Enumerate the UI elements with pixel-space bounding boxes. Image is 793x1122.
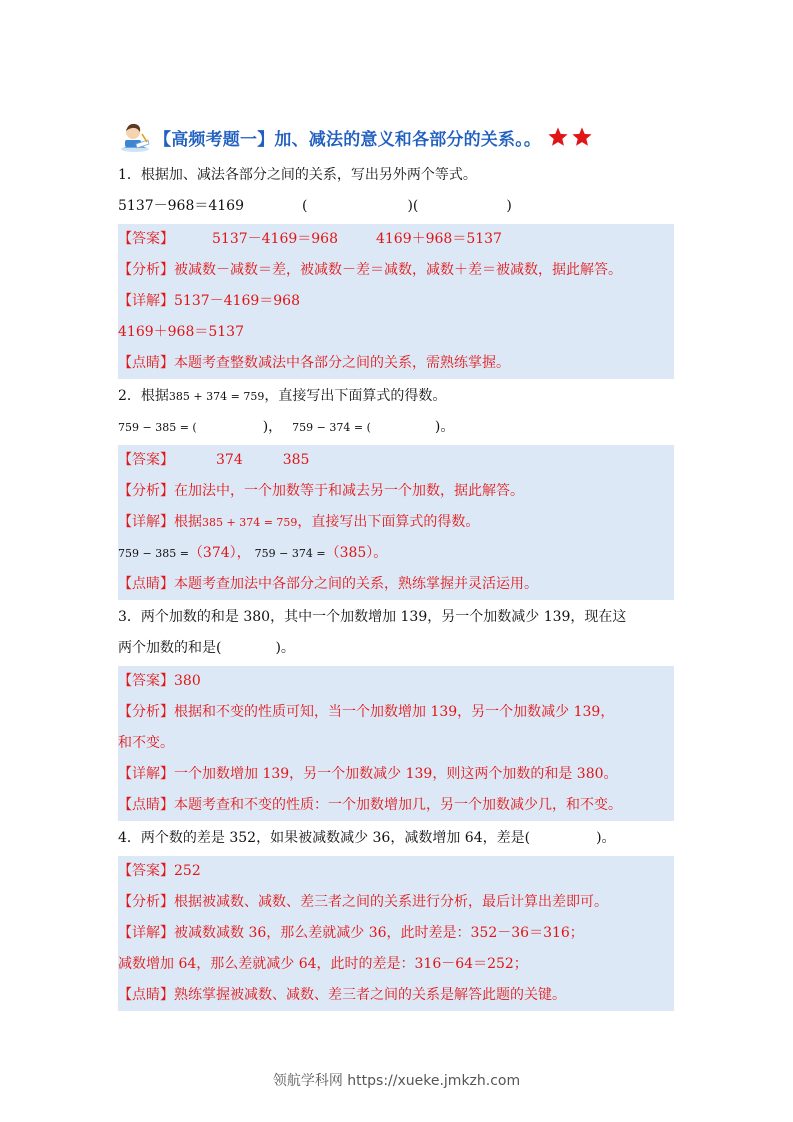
question-1-equation: 5137－968＝4169: [118, 198, 244, 214]
question-1-comment: 【点睛】本题考查整数减法中各部分之间的关系，需熟练掌握。: [118, 355, 510, 371]
question-2-answer-box: [118, 445, 674, 600]
question-3-analysis-2: 和不变。: [118, 735, 174, 751]
student-reading-icon: [118, 120, 152, 154]
question-4-analysis: 【分析】根据被减数、减数、差三者之间的关系进行分析，最后计算出差即可。: [118, 894, 608, 910]
question-1-detail-2: 4169＋968＝5137: [118, 324, 244, 340]
question-1-answer-box: [118, 224, 674, 379]
footer-watermark: 领航学科网 https://xueke.jmkzh.com: [272, 1073, 521, 1089]
question-3-analysis: 【分析】根据和不变的性质可知，当一个加数增加 139，另一个加数减少 139，: [118, 704, 615, 720]
question-3-comment: 【点睛】本题考查和不变的性质：一个加数增加几，另一个加数减少几，和不变。: [118, 797, 622, 813]
star-icon: [571, 126, 593, 148]
question-4-answer: 【答案】252: [118, 863, 201, 879]
question-4-stem: 4．两个数的差是 352，如果被减数减少 36，减数增加 64，差是( )。: [118, 830, 616, 846]
section-title: [118, 120, 595, 154]
question-1-analysis: 【分析】被减数－减数＝差，被减数－差＝减数，减数＋差＝被减数，据此解答。: [118, 262, 622, 278]
question-2-comment: 【点睛】本题考查加法中各部分之间的关系，熟练掌握并灵活运用。: [118, 576, 538, 592]
question-3-detail: 【详解】一个加数增加 139，另一个加数减少 139，则这两个加数的和是 380。: [118, 766, 618, 782]
questions-content: [118, 160, 674, 1013]
question-4-detail: 【详解】被减数减数 36，那么差就减少 36，此时差是：352－36＝316；: [118, 925, 584, 941]
question-2-analysis: 【分析】在加法中，一个加数等于和减去另一个加数，据此解答。: [118, 483, 524, 499]
question-3-stem: 3．两个加数的和是 380，其中一个加数增加 139，另一个加数减少 139，现在这: [118, 609, 627, 625]
question-2-detail: 【详解】根据385 + 374 = 759，直接写出下面算式的得数。: [118, 514, 480, 530]
question-2-answer: 【答案】 374 385: [118, 452, 310, 468]
question-3-answer: 【答案】380: [118, 673, 201, 689]
question-2-detail-2: 759 − 385 =（374）， 759 − 374 =（385）。: [118, 545, 388, 561]
question-4-answer-box: [118, 856, 674, 1011]
question-2-stem: 2．根据385 + 374 = 759，直接写出下面算式的得数。: [118, 388, 447, 404]
question-4-detail-2: 减数增加 64，那么差就减少 64，此时的差是：316－64＝252；: [118, 956, 528, 972]
star-icon: [547, 126, 569, 148]
section-title-text: 【高频考题一】加、减法的意义和各部分的关系。。: [154, 129, 542, 150]
question-1-stem: 1．根据加、减法各部分之间的关系，写出另外两个等式。: [118, 167, 477, 183]
question-1-answer: 【答案】 5137－4169＝968 4169＋968＝5137: [118, 231, 502, 247]
question-2-expressions: 759 − 385 = ( )， 759 − 374 = ( )。: [118, 419, 455, 435]
difficulty-stars: [547, 126, 595, 148]
question-3-answer-box: [118, 666, 674, 821]
question-3-stem-2: 两个加数的和是( )。: [118, 640, 295, 656]
question-1-detail: 【详解】5137－4169＝968: [118, 293, 300, 309]
question-1-equation-line: 5137－968＝4169 ( )( ): [118, 198, 512, 214]
question-4-comment: 【点睛】熟练掌握被减数、减数、差三者之间的关系是解答此题的关键。: [118, 987, 566, 1003]
